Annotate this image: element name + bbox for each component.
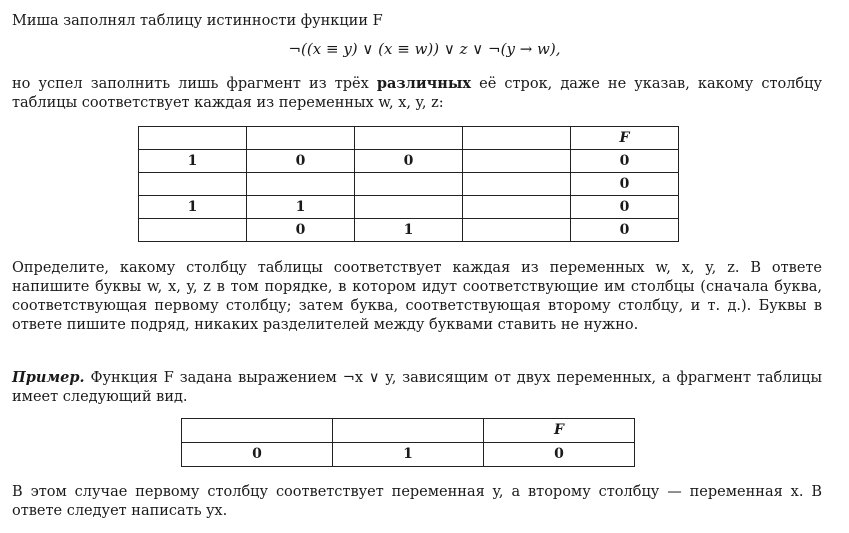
table-row: [139, 219, 679, 242]
table-cell: [463, 196, 571, 219]
table-row: [139, 150, 679, 173]
table-cell: 1: [247, 196, 355, 219]
example-text: Функция F задана выражением ¬x ∨ y, зависящим от двух переменных, а фрагмент таблицы имеет следующий вид.: [12, 370, 822, 405]
header-cell: [333, 419, 484, 443]
paragraph-example-answer: В этом случае первому столбцу соответствует переменная y, а второму столбцу — переменная x. В ответе следует написать yx.: [12, 484, 822, 519]
header-cell: [139, 127, 247, 150]
function-formula: ¬((x ≡ y) ∨ (x ≡ w)) ∨ z ∨ ¬(y → w),: [288, 40, 561, 58]
table-cell: [355, 196, 463, 219]
table-cell-f: 0: [484, 443, 635, 467]
table-row: [139, 196, 679, 219]
table-row: [182, 443, 635, 467]
truth-table-fragment: [138, 126, 679, 242]
intro-text: Миша заполнял таблицу истинности функции F: [12, 13, 383, 29]
emphasis-distinct: различных: [376, 75, 472, 92]
table-cell: [463, 219, 571, 242]
table-cell: 1: [139, 150, 247, 173]
header-cell: [355, 127, 463, 150]
example-table: [181, 418, 635, 467]
table-cell: [139, 173, 247, 196]
table-cell: 1: [333, 443, 484, 467]
table-cell: 1: [139, 196, 247, 219]
table-cell: [247, 173, 355, 196]
table-cell-f: 0: [571, 196, 679, 219]
table-header-row: [139, 127, 679, 150]
table-cell: 1: [355, 219, 463, 242]
table-cell: [355, 173, 463, 196]
header-cell: [247, 127, 355, 150]
table-cell-f: 0: [571, 173, 679, 196]
paragraph-task-end: её строк, даже не указав, какому столбцу таблицы соответствует каждая из переменных w, x, y, z:: [12, 76, 822, 111]
table-cell: [139, 219, 247, 242]
header-cell-f: F: [571, 127, 679, 150]
table-cell: 0: [182, 443, 333, 467]
table-cell: [463, 150, 571, 173]
table-cell: 0: [247, 219, 355, 242]
paragraph-task-start: но успел заполнить лишь фрагмент из трёх: [12, 76, 377, 92]
paragraph-example: [12, 368, 822, 407]
table-cell-f: 0: [571, 219, 679, 242]
header-cell: [182, 419, 333, 443]
header-cell-f: F: [484, 419, 635, 443]
table-cell: 0: [355, 150, 463, 173]
paragraph-instructions: Определите, какому столбцу таблицы соответствует каждая из переменных w, x, y, z. В ответе напишите буквы w, x, y, z в том порядке, в котором идут соответствующие им столбцы (сначала буква, соответствующая первому столбцу; затем буква, соответствующая второму столбцу, и т. д.). Буквы в ответе пишите подряд, никаких разделителей между буквами ставить не нужно.: [12, 260, 822, 333]
table-row: [139, 173, 679, 196]
header-cell: [463, 127, 571, 150]
example-label: Пример.: [12, 369, 85, 386]
table-header-row: [182, 419, 635, 443]
table-cell-f: 0: [571, 150, 679, 173]
table-cell: [463, 173, 571, 196]
paragraph-task: [12, 74, 822, 113]
table-cell: 0: [247, 150, 355, 173]
